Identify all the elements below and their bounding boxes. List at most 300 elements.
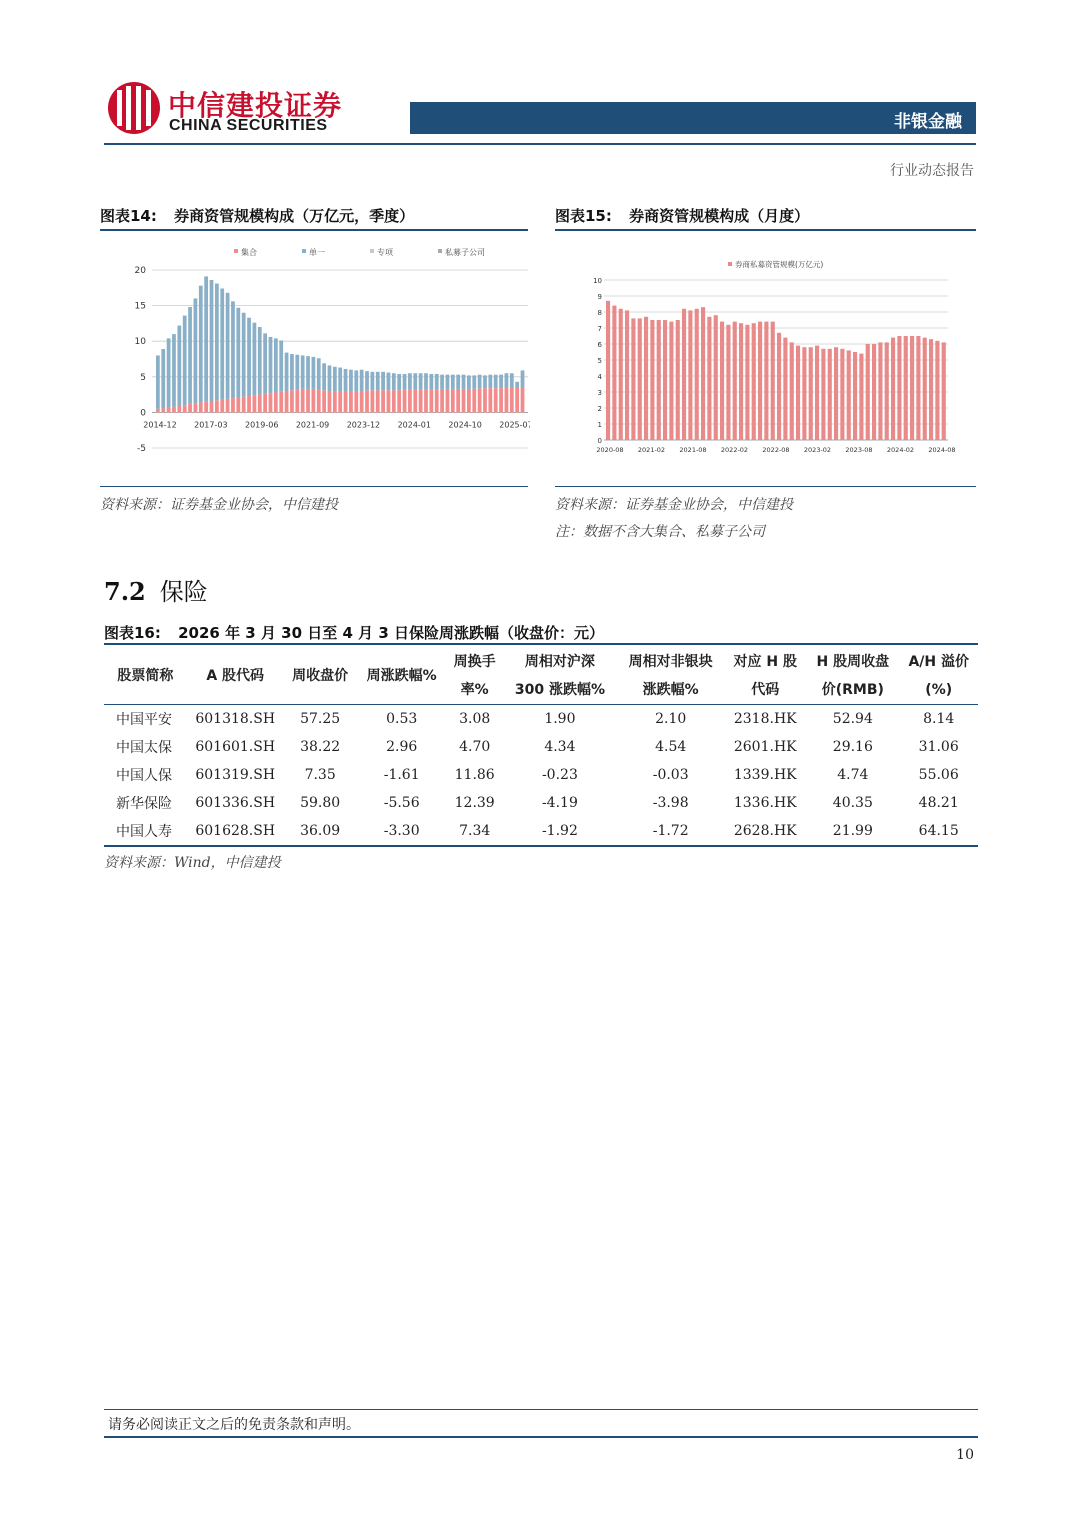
bar [381,390,385,412]
column-header-text: 价(RMB) [821,682,884,698]
bar [625,310,629,440]
bar [462,389,466,412]
bar [274,338,278,392]
x-tick-label: 2019-06 [244,420,279,430]
x-tick-label: 2024-02 [886,446,915,454]
fig15-rule [555,229,976,231]
bar [226,399,230,413]
bar [505,387,509,412]
table-cell: -4.19 [541,795,578,811]
bar [688,310,692,440]
report-type: 行业动态报告 [890,163,974,179]
bar [263,394,267,413]
bar [194,298,198,403]
bar [834,347,838,440]
bar [669,322,673,440]
bar [236,308,240,398]
bar [387,390,391,412]
table-row [104,761,978,789]
bar [242,313,246,397]
table-header-row [104,648,978,705]
bar [419,373,423,389]
y-tick-label: 9 [597,293,602,301]
bar [777,333,781,440]
bar [376,390,380,412]
legend-label: 单一 [309,248,325,257]
bar [231,398,235,412]
bar [483,375,487,388]
legend-swatch [728,262,732,266]
column-header [617,648,724,705]
bar [312,389,316,412]
table-cell: 2.10 [655,711,687,727]
x-tick-label: 2024-01 [397,420,432,430]
bar [456,375,460,389]
bar [236,397,240,412]
bar [290,390,294,412]
bar [790,342,794,440]
legend-label: 券商私募资管规模(万亿元) [735,260,824,269]
bar [172,407,176,413]
bar [815,346,819,440]
fig15-source: 资料来源：证券基金业协会，中信建投 [555,497,793,513]
x-tick-label: 2023-12 [346,420,381,430]
x-tick-label: 2020-08 [596,446,624,454]
bar [695,309,699,440]
legend-swatch [370,249,374,253]
section-title: 保险 [159,578,208,606]
bar [290,354,294,390]
y-tick-label: 3 [597,389,602,397]
bar [306,389,310,412]
x-tick-label: 2021-08 [679,446,707,454]
fig14-bottom-rule [100,486,528,487]
bar [847,350,851,440]
insurance-weekly-table [104,648,978,847]
y-tick-label: 2 [597,405,602,413]
table-cell: 38.22 [300,739,341,755]
logo-stripe [117,90,122,126]
bar [338,368,342,391]
bar [872,344,876,440]
bar [199,402,203,412]
bar [258,327,262,395]
fig14-title-text: 券商资管规模构成（万亿元，季度） [174,207,415,225]
column-header [899,648,978,705]
bar [752,323,756,440]
bar [462,375,466,389]
bar [510,373,514,387]
table-cell: 11.86 [454,767,495,783]
bar [285,353,289,391]
bar [220,400,224,413]
brand-logo-icon [108,82,160,134]
fig15-label: 图表15: [555,207,612,225]
bar [758,322,762,440]
table-cell: -5.56 [383,795,420,811]
table-cell: -3.30 [357,817,447,846]
bar [440,375,444,389]
column-header-text: 率% [460,682,489,698]
column-header-text: H 股周收盘 [816,654,890,670]
stock-name-cell: 新华保险 [116,796,172,812]
table-cell: 4.70 [459,739,491,755]
table-cell: 31.06 [918,739,959,755]
y-tick-label: 0 [597,437,602,445]
bar [424,390,428,413]
bar [657,320,661,440]
bar [328,365,332,391]
bar [745,325,749,440]
section-banner [410,102,976,134]
bar [446,389,450,412]
bar [177,326,181,406]
bar [279,392,283,413]
bar [910,336,914,440]
legend-label: 集合 [241,248,257,257]
y-tick-label: 10 [134,337,146,348]
table-cell: 601318.SH [195,711,276,727]
bar [916,336,920,440]
bar [161,408,165,412]
bar [349,391,353,412]
brand-name-en: CHINA SECURITIES [169,117,328,134]
section-label: 非银金融 [894,112,962,132]
bar [322,390,326,412]
column-header-text: 周换手 [453,654,496,670]
bar [612,306,616,440]
table-cell: 12.39 [454,795,495,811]
bar [285,391,289,412]
column-header-text: 代码 [751,682,780,698]
bar [619,309,623,440]
y-tick-label: 4 [597,373,602,381]
bar [370,372,374,391]
bar [269,393,273,412]
column-header [187,648,284,705]
table-cell: -1.92 [503,817,618,846]
bar [472,389,476,412]
bar [440,389,444,412]
fig15-chart [580,252,960,458]
table-row [104,733,978,761]
bar [783,338,787,440]
bar [349,370,353,391]
bar [802,347,806,440]
table-cell: 3.08 [459,711,491,727]
bar [344,391,348,412]
y-tick-label: 0 [140,408,146,419]
bar [483,388,487,412]
x-tick-label: 2021-02 [637,446,666,454]
bar [521,387,525,412]
bar [177,406,181,412]
bar [682,309,686,440]
bar [210,401,214,412]
x-tick-label: 2023-08 [845,446,873,454]
bar [156,355,160,408]
bar [253,323,257,396]
bar [215,400,219,412]
bar [360,370,364,391]
column-header-text: 股票简称 [117,668,174,684]
bar [295,390,299,413]
bar [650,320,654,440]
footer-rule-bottom [104,1436,978,1438]
bar [263,333,267,394]
bar [897,336,901,440]
bar [472,375,476,389]
y-tick-label: 10 [593,277,602,285]
x-tick-label: 2017-03 [194,420,228,430]
logo-stripe [146,90,151,126]
column-header [357,648,447,705]
bar [247,318,251,396]
stock-name-cell: 中国太保 [116,740,172,756]
bar [333,391,337,412]
bar [809,347,813,440]
legend-swatch [438,249,442,253]
bar [317,390,321,413]
fig16-source: 资料来源：Wind，中信建投 [104,855,281,871]
bar [333,367,337,391]
bar [199,286,203,403]
bar [317,358,321,389]
bar [866,344,870,440]
disclaimer: 请务必阅读正文之后的免责条款和声明。 [108,1417,360,1433]
x-tick-label: 2025-07 [499,420,530,430]
bar [354,391,358,412]
bar [942,342,946,440]
bar [392,373,396,390]
table-cell: 52.94 [832,711,873,727]
bar [295,355,299,390]
y-tick-label: 20 [134,266,146,276]
table-cell: 2318.HK [733,711,797,727]
legend-swatch [234,249,238,253]
fig16-title [104,622,604,643]
table-cell: -3.98 [652,795,689,811]
column-header-text: 周相对非银块 [628,654,713,670]
x-tick-label: 2022-02 [720,446,749,454]
y-tick-label: 7 [597,325,602,333]
bar [188,307,192,404]
bar [606,301,610,440]
bar [515,387,519,412]
fig14-chart-svg [100,236,530,466]
bar [499,375,503,389]
y-tick-label: 8 [597,309,602,317]
bar [408,373,412,389]
y-tick-label: 5 [140,372,146,383]
bar [478,388,482,412]
column-header-text: 涨跌幅% [642,682,699,698]
bar [707,317,711,440]
bar [344,369,348,391]
bar [204,402,208,413]
bar [226,293,230,399]
table-row [104,705,978,734]
bar [488,375,492,389]
column-header-text: (%) [925,682,953,698]
bar [172,334,176,407]
fig14-label: 图表14: [100,207,157,225]
table-cell: -0.03 [652,767,689,783]
table-cell: 4.54 [655,739,687,755]
bar [269,337,273,393]
bar [354,370,358,391]
bar [499,388,503,412]
bar [494,375,498,389]
column-header [503,648,618,705]
table-cell: 2628.HK [724,817,806,846]
bar [365,371,369,390]
x-tick-label: 2023-02 [803,446,832,454]
table-cell: 57.25 [300,711,341,727]
bar [279,340,283,391]
bar [429,390,433,413]
bar [403,390,407,413]
y-tick-label: 6 [597,341,602,349]
table-cell: 59.80 [300,795,341,811]
bar [638,318,642,440]
bar [663,320,667,440]
table-cell: 55.06 [918,767,959,783]
bar [739,323,743,440]
bar [701,307,705,440]
fig16-label: 图表16: [104,624,161,642]
table-cell: 0.53 [386,711,418,727]
fig14-source: 资料来源：证券基金业协会，中信建投 [100,497,338,513]
legend-swatch [302,249,306,253]
table-cell: 601601.SH [195,739,276,755]
y-tick-label: 15 [134,301,146,312]
bar [413,373,417,389]
bar [274,392,278,412]
table-cell: -1.61 [383,767,420,783]
bar [301,355,305,388]
footer-rule-top [104,1409,978,1410]
column-header-text: 周收盘价 [292,668,349,684]
bar [397,374,401,390]
bar [467,389,471,412]
bar [929,339,933,440]
bar [253,395,257,412]
fig15-note: 注：数据不含大集合、私募子公司 [555,524,765,540]
bar [720,322,724,440]
bar [381,372,385,391]
column-header [806,648,899,705]
bar [258,395,262,413]
y-tick-label: 1 [597,421,602,429]
page-number: 10 [956,1447,974,1463]
fig15-chart-svg [580,252,960,458]
bar [435,374,439,390]
bar [429,374,433,390]
bar [306,356,310,389]
x-tick-label: 2014-12 [143,420,177,430]
x-tick-label: 2022-08 [762,446,790,454]
bar [505,373,509,387]
table-cell: 4.34 [544,739,576,755]
column-header-text: 对应 H 股 [733,654,797,670]
table-cell: 2.96 [386,739,418,755]
bar [885,342,889,440]
bar [904,336,908,440]
table-cell: 1336.HK [733,795,797,811]
bar [733,322,737,440]
bar [322,363,326,390]
brand-name-cn: 中信建投证券 [168,89,343,122]
bar [194,403,198,412]
column-header [724,648,806,705]
bar [419,390,423,413]
bar [365,390,369,412]
x-tick-label: 2024-10 [448,420,482,430]
bar [859,354,863,440]
bar [167,338,171,407]
bar [392,390,396,412]
bar [631,318,635,440]
table-cell: 1.90 [544,711,576,727]
fig14-chart [100,236,530,466]
bar [424,373,428,389]
bar [446,375,450,389]
bar [387,373,391,391]
bar [161,349,165,408]
bar [360,391,364,412]
bar [220,289,224,400]
bar [242,397,246,413]
bar [338,391,342,412]
fig15-bottom-rule [555,486,976,487]
bar [301,389,305,412]
bar [183,405,187,412]
table-cell: 7.35 [304,767,336,783]
bar [408,390,412,413]
table-cell: 1339.HK [733,767,797,783]
table-cell: 21.99 [806,817,899,846]
table-cell: 29.16 [832,739,873,755]
bar [451,389,455,412]
bar [397,390,401,412]
column-header-text: 周相对沪深 [524,654,595,670]
bar [413,390,417,413]
logo-stripe [136,86,141,130]
table-cell: 2601.HK [733,739,797,755]
x-tick-label: 2024-08 [928,446,956,454]
table-cell: 36.09 [284,817,357,846]
table-cell: 48.21 [918,795,959,811]
fig15-title-text: 券商资管规模构成（月度） [629,207,810,225]
table-cell: 64.15 [899,817,978,846]
bar [764,322,768,440]
bar [156,409,160,413]
column-header-text: 周涨跌幅% [366,668,437,684]
fig14-title [100,205,414,226]
column-header-text: 300 涨跌幅% [514,682,605,698]
bar [510,387,514,412]
fig15-title [555,205,809,226]
stock-name-cell: 中国人寿 [104,817,187,846]
column-header-text: A/H 溢价 [908,654,969,670]
column-header [104,648,187,705]
bar [796,346,800,440]
table-cell: -1.72 [617,817,724,846]
table-row [104,817,978,846]
y-tick-label: 5 [597,357,602,365]
bar [853,352,857,440]
